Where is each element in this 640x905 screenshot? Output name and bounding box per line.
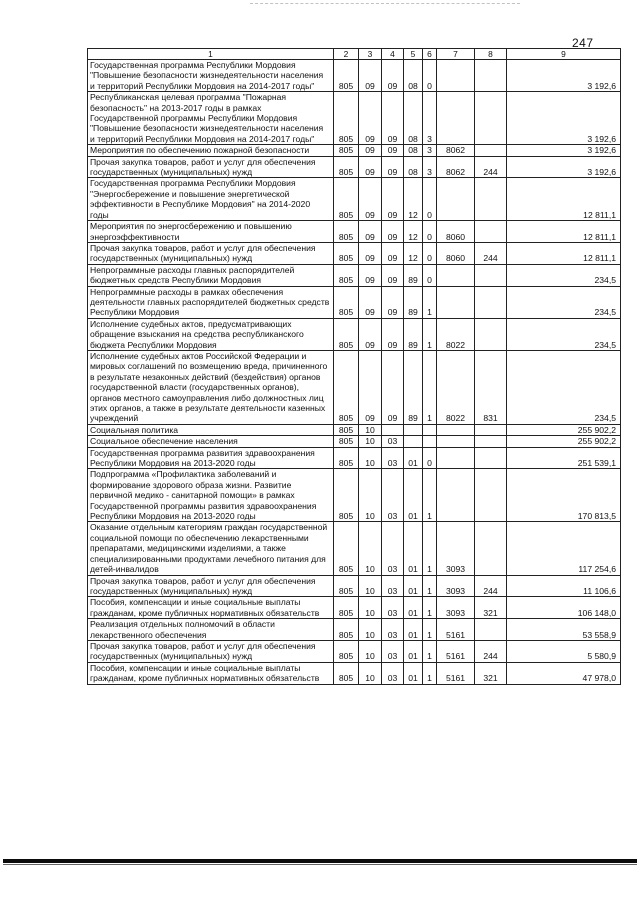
amount-value: 12 811,1 bbox=[507, 221, 621, 243]
col-6-value: 0 bbox=[423, 221, 437, 243]
col-4-value: 03 bbox=[382, 436, 404, 447]
col-5-value: 01 bbox=[404, 619, 423, 641]
col-5-value: 08 bbox=[404, 145, 423, 156]
col-8-value: 244 bbox=[475, 640, 507, 662]
col-7-value bbox=[437, 447, 475, 469]
col-4-value: 09 bbox=[382, 92, 404, 145]
col-5-value: 01 bbox=[404, 522, 423, 575]
col-3-value: 09 bbox=[359, 350, 382, 424]
col-6-value: 3 bbox=[423, 92, 437, 145]
amount-value: 106 148,0 bbox=[507, 597, 621, 619]
col-6-value: 1 bbox=[423, 318, 437, 350]
amount-value: 12 811,1 bbox=[507, 242, 621, 264]
row-name: Пособия, компенсации и иные социальные выплаты гражданам, кроме публичных нормативных обязательств bbox=[88, 662, 334, 684]
col-8-value bbox=[475, 619, 507, 641]
col-6-value: 1 bbox=[423, 286, 437, 318]
col-4-value: 03 bbox=[382, 619, 404, 641]
col-5-value: 12 bbox=[404, 178, 423, 221]
amount-value: 234,5 bbox=[507, 318, 621, 350]
row-name: Исполнение судебных актов Российской Федерации и мировых соглашений по возмещению вреда, причиненного в результате незаконных действий (бездействия) органов государственной власти (государственных органов), органов местного самоуправления либо должностных лиц этих органов, а также в результате деятельности казенных учреждений bbox=[88, 350, 334, 424]
col-7-value bbox=[437, 436, 475, 447]
header-cell: 3 bbox=[359, 49, 382, 60]
table-row bbox=[88, 60, 621, 92]
col-8-value bbox=[475, 145, 507, 156]
row-name: Реализация отдельных полномочий в области лекарственного обеспечения bbox=[88, 619, 334, 641]
col-6-value bbox=[423, 436, 437, 447]
row-name: Прочая закупка товаров, работ и услуг для обеспечения государственных (муниципальных) нужд bbox=[88, 156, 334, 178]
row-name: Государственная программа Республики Мордовия "Повышение безопасности жизнедеятельности населения и территорий Республики Мордовия на 2014-2017 годы" bbox=[88, 60, 334, 92]
col-3-value: 09 bbox=[359, 286, 382, 318]
row-name: Социальная политика bbox=[88, 424, 334, 435]
col-2-value: 805 bbox=[334, 60, 359, 92]
table-row bbox=[88, 286, 621, 318]
col-3-value: 10 bbox=[359, 640, 382, 662]
col-7-value bbox=[437, 178, 475, 221]
col-8-value bbox=[475, 318, 507, 350]
col-5-value: 01 bbox=[404, 662, 423, 684]
col-2-value: 805 bbox=[334, 145, 359, 156]
table-row bbox=[88, 178, 621, 221]
col-4-value: 03 bbox=[382, 640, 404, 662]
col-5-value: 08 bbox=[404, 92, 423, 145]
table-row bbox=[88, 662, 621, 684]
row-name: Непрограммные расходы в рамках обеспечения деятельности главных распорядителей бюджетных средств Республики Мордовия bbox=[88, 286, 334, 318]
amount-value: 53 558,9 bbox=[507, 619, 621, 641]
table-row bbox=[88, 350, 621, 424]
col-8-value: 321 bbox=[475, 597, 507, 619]
row-name: Исполнение судебных актов, предусматривающих обращение взыскания на средства республиканского бюджета Республики Мордовия bbox=[88, 318, 334, 350]
row-name: Непрограммные расходы главных распорядителей бюджетных средств Республики Мордовия bbox=[88, 264, 334, 286]
table-row bbox=[88, 640, 621, 662]
col-3-value: 09 bbox=[359, 318, 382, 350]
col-8-value bbox=[475, 436, 507, 447]
amount-value: 117 254,6 bbox=[507, 522, 621, 575]
table-row bbox=[88, 447, 621, 469]
col-7-value bbox=[437, 424, 475, 435]
col-3-value: 10 bbox=[359, 469, 382, 522]
amount-value: 234,5 bbox=[507, 350, 621, 424]
table-row bbox=[88, 436, 621, 447]
table-row bbox=[88, 619, 621, 641]
col-4-value: 09 bbox=[382, 60, 404, 92]
col-5-value: 08 bbox=[404, 156, 423, 178]
col-7-value bbox=[437, 286, 475, 318]
col-6-value: 1 bbox=[423, 469, 437, 522]
row-name: Пособия, компенсации и иные социальные выплаты гражданам, кроме публичных нормативных обязательств bbox=[88, 597, 334, 619]
col-8-value bbox=[475, 264, 507, 286]
col-4-value: 03 bbox=[382, 597, 404, 619]
col-7-value bbox=[437, 469, 475, 522]
col-2-value: 805 bbox=[334, 156, 359, 178]
col-6-value: 3 bbox=[423, 145, 437, 156]
row-name: Прочая закупка товаров, работ и услуг для обеспечения государственных (муниципальных) нужд bbox=[88, 640, 334, 662]
col-2-value: 805 bbox=[334, 318, 359, 350]
row-name: Государственная программа Республики Мордовия "Энергосбережение и повышение энергетической эффективности в Республике Мордовия" на 2014-2020 годы bbox=[88, 178, 334, 221]
col-5-value: 89 bbox=[404, 286, 423, 318]
col-8-value bbox=[475, 60, 507, 92]
col-5-value: 08 bbox=[404, 60, 423, 92]
row-name: Подпрограмма «Профилактика заболеваний и формирование здорового образа жизни. Развитие первичной медико - санитарной помощи» в рамках Государственной программы развития здравоохранения Республики Мордовия на 2013-2020 годы bbox=[88, 469, 334, 522]
col-3-value: 09 bbox=[359, 178, 382, 221]
table-row bbox=[88, 242, 621, 264]
table-row bbox=[88, 221, 621, 243]
col-8-value bbox=[475, 178, 507, 221]
col-6-value: 0 bbox=[423, 178, 437, 221]
col-5-value: 01 bbox=[404, 447, 423, 469]
col-5-value bbox=[404, 436, 423, 447]
col-2-value: 805 bbox=[334, 286, 359, 318]
col-7-value: 8060 bbox=[437, 242, 475, 264]
col-3-value: 10 bbox=[359, 447, 382, 469]
col-2-value: 805 bbox=[334, 264, 359, 286]
scan-artifact-dashes bbox=[250, 3, 520, 6]
row-name: Прочая закупка товаров, работ и услуг для обеспечения государственных (муниципальных) нужд bbox=[88, 242, 334, 264]
amount-value: 255 902,2 bbox=[507, 436, 621, 447]
col-6-value: 1 bbox=[423, 640, 437, 662]
budget-table bbox=[87, 48, 621, 685]
col-6-value: 1 bbox=[423, 350, 437, 424]
amount-value: 3 192,6 bbox=[507, 145, 621, 156]
col-2-value: 805 bbox=[334, 640, 359, 662]
col-7-value: 8060 bbox=[437, 221, 475, 243]
col-8-value: 244 bbox=[475, 575, 507, 597]
amount-value: 3 192,6 bbox=[507, 156, 621, 178]
col-6-value: 3 bbox=[423, 156, 437, 178]
col-6-value: 0 bbox=[423, 447, 437, 469]
col-2-value: 805 bbox=[334, 350, 359, 424]
col-5-value: 01 bbox=[404, 469, 423, 522]
col-6-value: 1 bbox=[423, 522, 437, 575]
col-7-value bbox=[437, 92, 475, 145]
col-4-value: 09 bbox=[382, 350, 404, 424]
col-6-value: 1 bbox=[423, 597, 437, 619]
col-5-value: 89 bbox=[404, 264, 423, 286]
col-7-value: 3093 bbox=[437, 522, 475, 575]
table-row bbox=[88, 597, 621, 619]
col-6-value: 0 bbox=[423, 60, 437, 92]
table-row bbox=[88, 92, 621, 145]
col-2-value: 805 bbox=[334, 92, 359, 145]
col-7-value: 5161 bbox=[437, 619, 475, 641]
col-3-value: 09 bbox=[359, 221, 382, 243]
col-3-value: 10 bbox=[359, 575, 382, 597]
header-cell: 9 bbox=[507, 49, 621, 60]
amount-value: 251 539,1 bbox=[507, 447, 621, 469]
amount-value: 255 902,2 bbox=[507, 424, 621, 435]
col-4-value: 09 bbox=[382, 178, 404, 221]
col-4-value: 09 bbox=[382, 264, 404, 286]
col-4-value: 09 bbox=[382, 221, 404, 243]
col-4-value: 03 bbox=[382, 522, 404, 575]
header-cell: 1 bbox=[88, 49, 334, 60]
header-cell: 6 bbox=[423, 49, 437, 60]
col-2-value: 805 bbox=[334, 447, 359, 469]
col-5-value bbox=[404, 424, 423, 435]
amount-value: 11 106,6 bbox=[507, 575, 621, 597]
col-8-value bbox=[475, 92, 507, 145]
table-row bbox=[88, 318, 621, 350]
col-8-value: 831 bbox=[475, 350, 507, 424]
header-cell: 2 bbox=[334, 49, 359, 60]
col-7-value: 8022 bbox=[437, 350, 475, 424]
col-2-value: 805 bbox=[334, 436, 359, 447]
col-8-value: 244 bbox=[475, 156, 507, 178]
col-7-value: 5161 bbox=[437, 662, 475, 684]
col-3-value: 10 bbox=[359, 522, 382, 575]
col-8-value bbox=[475, 522, 507, 575]
col-3-value: 10 bbox=[359, 597, 382, 619]
amount-value: 234,5 bbox=[507, 286, 621, 318]
page-number: 247 bbox=[572, 36, 594, 50]
col-6-value bbox=[423, 424, 437, 435]
col-8-value: 321 bbox=[475, 662, 507, 684]
col-2-value: 805 bbox=[334, 575, 359, 597]
col-3-value: 10 bbox=[359, 424, 382, 435]
col-3-value: 09 bbox=[359, 92, 382, 145]
col-4-value: 09 bbox=[382, 242, 404, 264]
col-5-value: 89 bbox=[404, 318, 423, 350]
header-cell: 4 bbox=[382, 49, 404, 60]
col-3-value: 09 bbox=[359, 156, 382, 178]
col-2-value: 805 bbox=[334, 242, 359, 264]
col-8-value bbox=[475, 469, 507, 522]
col-5-value: 01 bbox=[404, 640, 423, 662]
row-name: Мероприятия по обеспечению пожарной безопасности bbox=[88, 145, 334, 156]
col-8-value bbox=[475, 286, 507, 318]
row-name: Республиканская целевая программа "Пожарная безопасность" на 2013-2017 годы в рамках Государственной программы Республики Мордовия "Повышение безопасности жизнедеятельности населения и территорий Республики Мордовия на 2014-2017 годы" bbox=[88, 92, 334, 145]
bottom-rule-thin bbox=[3, 864, 637, 865]
row-name: Прочая закупка товаров, работ и услуг для обеспечения государственных (муниципальных) нужд bbox=[88, 575, 334, 597]
col-7-value: 3093 bbox=[437, 597, 475, 619]
table-row bbox=[88, 264, 621, 286]
col-4-value: 09 bbox=[382, 145, 404, 156]
table-body bbox=[88, 60, 621, 685]
table-header-row bbox=[88, 49, 621, 60]
amount-value: 170 813,5 bbox=[507, 469, 621, 522]
col-6-value: 1 bbox=[423, 662, 437, 684]
row-name: Мероприятия по энергосбережению и повышению энергоэффективности bbox=[88, 221, 334, 243]
col-2-value: 805 bbox=[334, 522, 359, 575]
col-2-value: 805 bbox=[334, 619, 359, 641]
amount-value: 3 192,6 bbox=[507, 92, 621, 145]
col-2-value: 805 bbox=[334, 178, 359, 221]
col-5-value: 01 bbox=[404, 597, 423, 619]
table-row bbox=[88, 156, 621, 178]
header-cell: 7 bbox=[437, 49, 475, 60]
col-4-value: 03 bbox=[382, 662, 404, 684]
table-row bbox=[88, 575, 621, 597]
col-4-value: 03 bbox=[382, 447, 404, 469]
table-row bbox=[88, 522, 621, 575]
table-row bbox=[88, 469, 621, 522]
header-cell: 5 bbox=[404, 49, 423, 60]
amount-value: 5 580,9 bbox=[507, 640, 621, 662]
amount-value: 47 978,0 bbox=[507, 662, 621, 684]
col-8-value bbox=[475, 424, 507, 435]
col-3-value: 09 bbox=[359, 242, 382, 264]
table-row bbox=[88, 145, 621, 156]
amount-value: 234,5 bbox=[507, 264, 621, 286]
table-row bbox=[88, 424, 621, 435]
col-7-value: 8062 bbox=[437, 145, 475, 156]
col-4-value: 03 bbox=[382, 575, 404, 597]
col-4-value: 09 bbox=[382, 286, 404, 318]
col-7-value: 8062 bbox=[437, 156, 475, 178]
col-4-value: 09 bbox=[382, 318, 404, 350]
col-3-value: 09 bbox=[359, 145, 382, 156]
bottom-rule bbox=[3, 859, 637, 863]
col-6-value: 0 bbox=[423, 242, 437, 264]
col-2-value: 805 bbox=[334, 221, 359, 243]
col-6-value: 1 bbox=[423, 619, 437, 641]
col-3-value: 09 bbox=[359, 60, 382, 92]
col-5-value: 01 bbox=[404, 575, 423, 597]
col-7-value: 8022 bbox=[437, 318, 475, 350]
col-4-value bbox=[382, 424, 404, 435]
col-2-value: 805 bbox=[334, 597, 359, 619]
col-6-value: 1 bbox=[423, 575, 437, 597]
col-7-value: 5161 bbox=[437, 640, 475, 662]
row-name: Оказание отдельным категориям граждан государственной социальной помощи по обеспечению лекарственными препаратами, медицинскими изделиями, а также специализированными продуктами лечебного питания для детей-инвалидов bbox=[88, 522, 334, 575]
col-2-value: 805 bbox=[334, 469, 359, 522]
col-2-value: 805 bbox=[334, 424, 359, 435]
col-7-value bbox=[437, 264, 475, 286]
col-7-value: 3093 bbox=[437, 575, 475, 597]
col-3-value: 09 bbox=[359, 264, 382, 286]
col-3-value: 10 bbox=[359, 662, 382, 684]
header-cell: 8 bbox=[475, 49, 507, 60]
col-2-value: 805 bbox=[334, 662, 359, 684]
col-7-value bbox=[437, 60, 475, 92]
col-6-value: 0 bbox=[423, 264, 437, 286]
amount-value: 3 192,6 bbox=[507, 60, 621, 92]
col-4-value: 03 bbox=[382, 469, 404, 522]
row-name: Государственная программа развития здравоохранения Республики Мордовия на 2013-2020 годы bbox=[88, 447, 334, 469]
col-3-value: 10 bbox=[359, 436, 382, 447]
col-4-value: 09 bbox=[382, 156, 404, 178]
col-8-value bbox=[475, 221, 507, 243]
col-5-value: 12 bbox=[404, 221, 423, 243]
col-8-value: 244 bbox=[475, 242, 507, 264]
amount-value: 12 811,1 bbox=[507, 178, 621, 221]
row-name: Социальное обеспечение населения bbox=[88, 436, 334, 447]
col-3-value: 10 bbox=[359, 619, 382, 641]
col-8-value bbox=[475, 447, 507, 469]
col-5-value: 12 bbox=[404, 242, 423, 264]
col-5-value: 89 bbox=[404, 350, 423, 424]
